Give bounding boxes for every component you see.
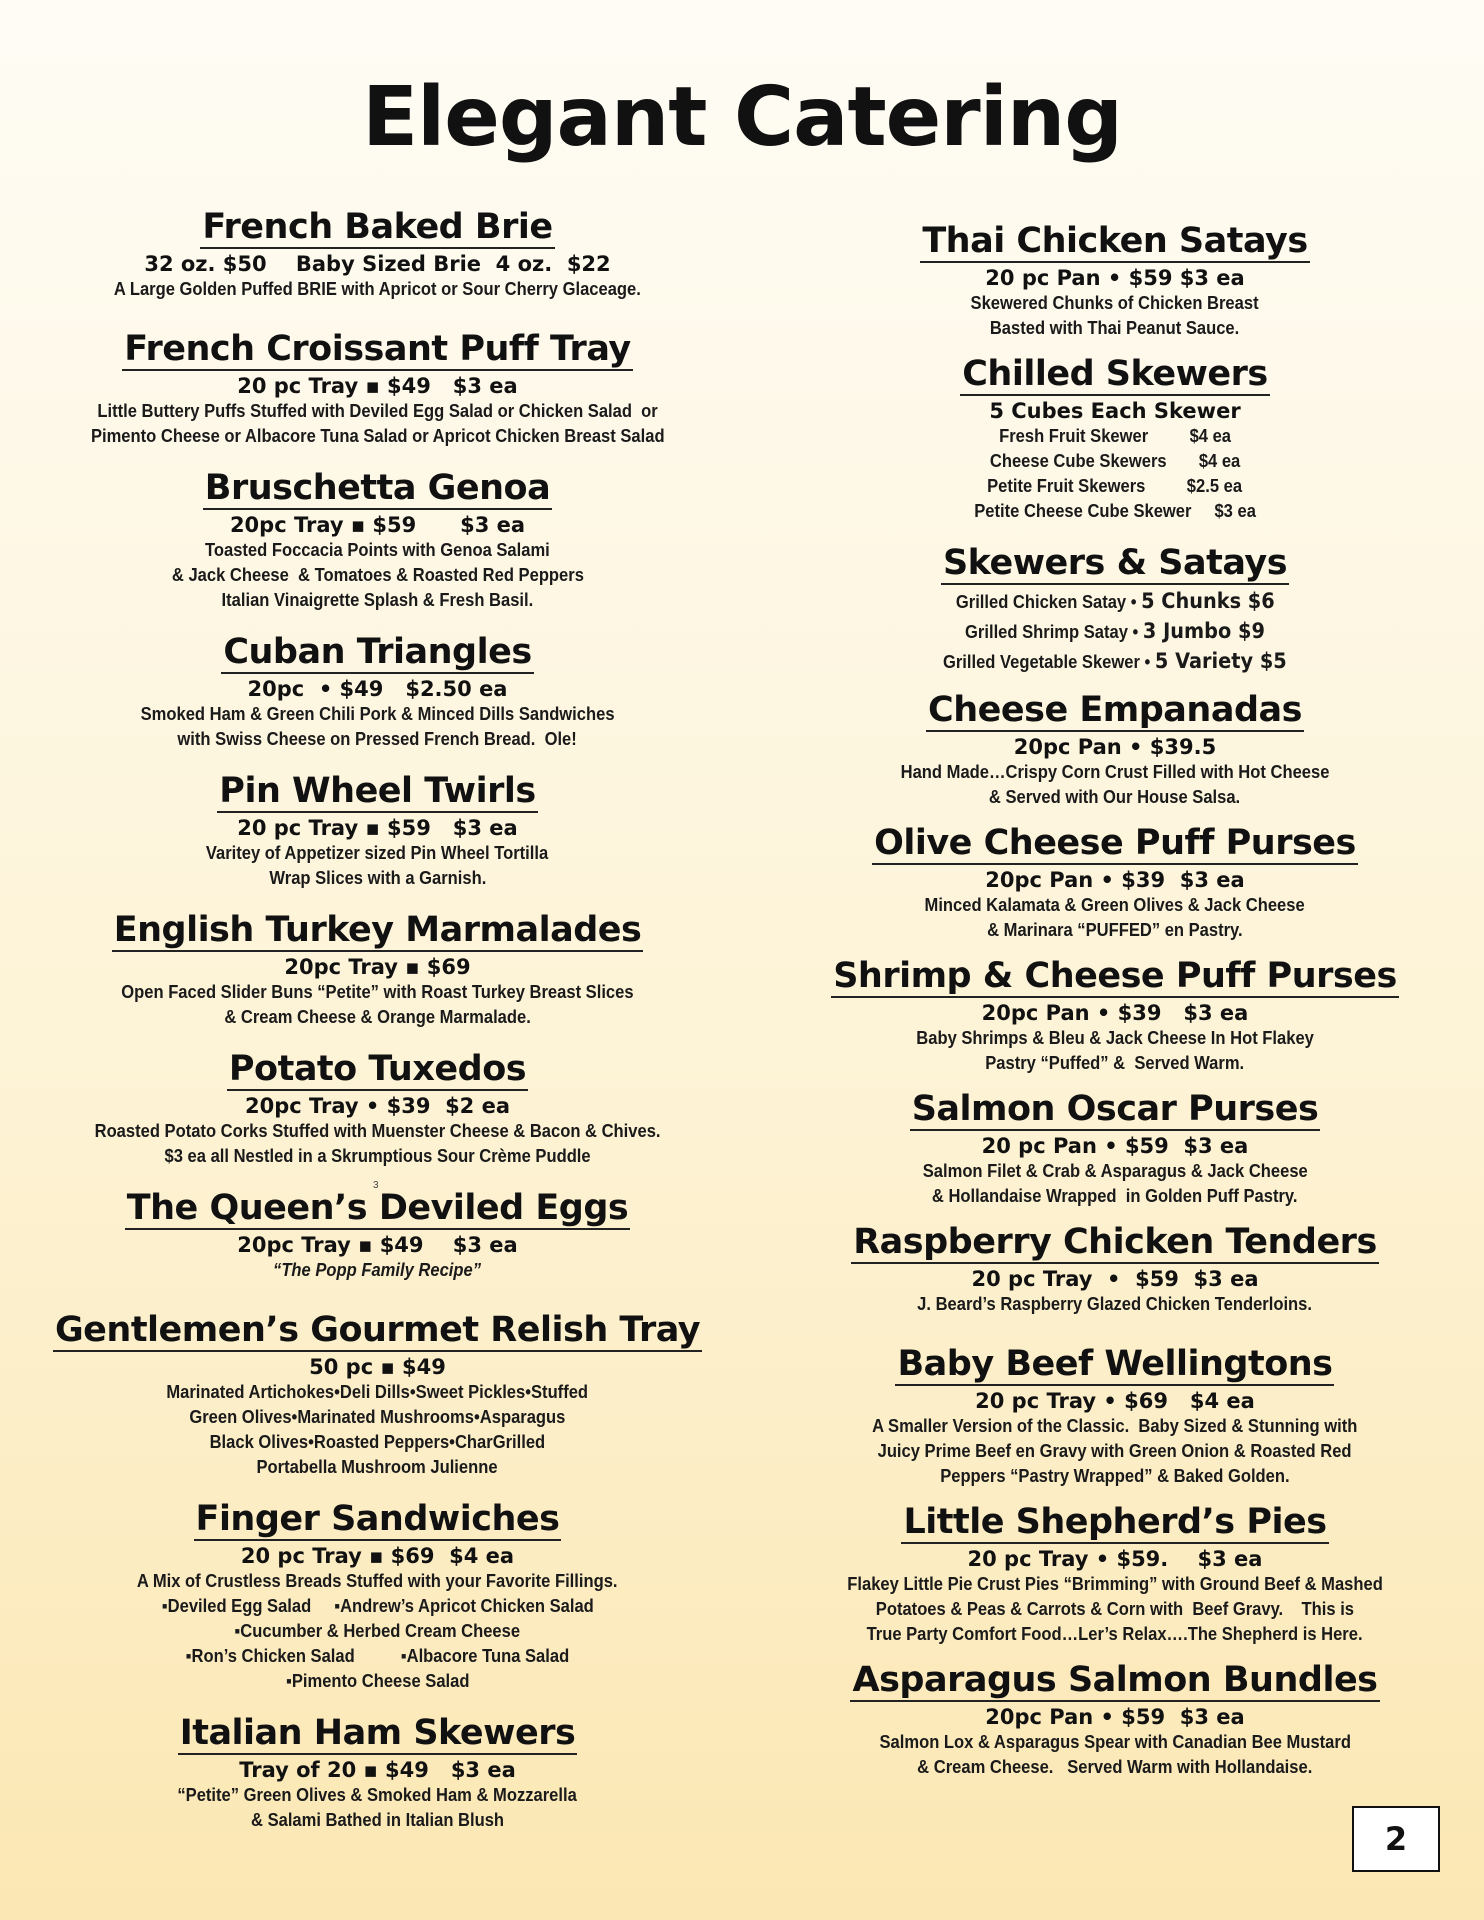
menu-item-description: A Mix of Crustless Breads Stuffed with your Favorite Fillings. [137, 1571, 618, 1591]
menu-item-description: Marinated Artichokes•Deli Dills•Sweet Pickles•Stuffed [166, 1382, 589, 1402]
menu-item-description [943, 647, 1287, 677]
menu-item-description: Salmon Filet & Crab & Asparagus & Jack Cheese [922, 1161, 1308, 1181]
menu-item-name: Little Shepherd’s Pies [903, 1502, 1327, 1542]
menu-item-description: ▪Pimento Cheese Salad [285, 1671, 470, 1691]
menu-item-description: Italian Vinaigrette Splash & Fresh Basil. [221, 590, 534, 610]
menu-item-description: Pimento Cheese or Albacore Tuna Salad or Apricot Chicken Breast Salad [90, 426, 665, 446]
menu-item-price: Tray of 20 ▪ $49 $3 ea [239, 1758, 516, 1782]
menu-item-description: Cheese Cube Skewers $4 ea [989, 451, 1241, 471]
menu-item-description: Little Buttery Puffs Stuffed with Deviled Egg Salad or Chicken Salad or [97, 401, 658, 421]
menu-item-price: 20pc Pan • $39.5 [1013, 735, 1217, 759]
menu-item [920, 222, 1309, 341]
menu-item-description: Baby Shrimps & Bleu & Jack Cheese In Hot Flakey [916, 1028, 1314, 1048]
menu-item-name: Raspberry Chicken Tenders [853, 1222, 1377, 1262]
menu-item [120, 633, 635, 752]
menu-item-price: 20pc Pan • $39 $3 ea [985, 868, 1245, 892]
menu-item [160, 1714, 594, 1833]
menu-item-price: 20pc Pan • $39 $3 ea [981, 1001, 1249, 1025]
menu-item-description: & Salami Bathed in Italian Blush [250, 1810, 505, 1830]
menu-item-description: Pastry “Puffed” & Served Warm. [985, 1053, 1245, 1073]
menu-item-name: Finger Sandwiches [195, 1499, 560, 1539]
menu-item-name: Baby Beef Wellingtons [897, 1344, 1333, 1384]
menu-item [831, 957, 1399, 1076]
menu-item-price: 20pc Pan • $59 $3 ea [985, 1705, 1245, 1729]
menu-item-price: 50 pc ▪ $49 [309, 1355, 446, 1379]
menu-item-price: 20 pc Tray ▪ $69 $4 ea [240, 1544, 515, 1568]
menu-item-description: Open Faced Slider Buns “Petite” with Roast Turkey Breast Slices [121, 982, 634, 1002]
menu-item-description: & Marinara “PUFFED” en Pastry. [987, 920, 1243, 940]
menu-item [66, 330, 690, 449]
menu-item-name: French Croissant Puff Tray [124, 329, 631, 369]
menu-item-description: Grilled Vegetable Skewer • [943, 652, 1156, 672]
menu-item-description: & Served with Our House Salsa. [989, 787, 1241, 807]
menu-item-description: Fresh Fruit Skewer $4 ea [999, 426, 1231, 446]
menu-item-price: 20 pc Pan • $59 $3 ea [981, 1134, 1249, 1158]
menu-item-description: Petite Fruit Skewers $2.5 ea [987, 476, 1243, 496]
menu-item-description: Roasted Potato Corks Stuffed with Muenster Cheese & Bacon & Chives. [94, 1121, 661, 1141]
menu-item-name: Gentlemen’s Gourmet Relish Tray [54, 1310, 701, 1350]
menu-item [824, 1503, 1406, 1647]
menu-column-left [40, 208, 715, 1833]
page-title: Elegant Catering [362, 70, 1122, 165]
menu-item-description: “The Popp Family Recipe” [273, 1260, 482, 1280]
menu-item [91, 208, 664, 302]
menu-item-description: Petite Cheese Cube Skewer $3 ea [974, 501, 1256, 521]
menu-item-description: Green Olives•Marinated Mushrooms•Asparagus [189, 1407, 566, 1427]
menu-item [851, 1223, 1379, 1317]
menu-item-price: 5 Variety $5 [1155, 649, 1287, 673]
menu-item-name: Cheese Empanadas [928, 690, 1302, 730]
menu-item-name: The Queen’s Deviled Eggs [126, 1188, 629, 1228]
menu-item-price: 20 pc Tray • $69 $4 ea [975, 1389, 1255, 1413]
menu-item [906, 1090, 1324, 1209]
menu-item-name: Salmon Oscar Purses [911, 1089, 1319, 1129]
menu-item-description: Salmon Lox & Asparagus Spear with Canadian Bee Mustard [879, 1732, 1351, 1752]
menu-item [850, 1661, 1379, 1780]
menu-item-name: French Baked Brie [202, 207, 553, 247]
menu-item-description: Grilled Chicken Satay • [955, 592, 1141, 612]
menu-item-description: Juicy Prime Beef en Gravy with Green Onion & Roasted Red [878, 1441, 1352, 1461]
menu-item [154, 469, 602, 613]
menu-item-description: Portabella Mushroom Julienne [256, 1457, 499, 1477]
menu-item-description: Toasted Foccacia Points with Genoa Salami [205, 540, 550, 560]
menu-item-description: Basted with Thai Peanut Sauce. [990, 318, 1240, 338]
menu-item-price: 3 Jumbo $9 [1142, 619, 1265, 643]
menu-item [872, 824, 1358, 943]
menu-item-price: 20pc Tray ▪ $49 $3 ea [237, 1233, 518, 1257]
menu-item [116, 1500, 638, 1694]
menu-item-description: & Cream Cheese. Served Warm with Hollandaise. [917, 1757, 1313, 1777]
page-number: 2 [1352, 1806, 1440, 1872]
menu-item-name: English Turkey Marmalades [113, 910, 642, 950]
menu-item-name: Potato Tuxedos [228, 1049, 527, 1089]
menu-item-name: Pin Wheel Twirls [219, 771, 536, 811]
menu-item-name: Thai Chicken Satays [922, 221, 1308, 261]
menu-item-description: Black Olives•Roasted Peppers•CharGrilled [209, 1432, 546, 1452]
menu-item [928, 544, 1302, 677]
menu-item-description: Peppers “Pastry Wrapped” & Baked Golden. [940, 1466, 1290, 1486]
menu-item-price: 20pc • $49 $2.50 ea [247, 677, 508, 701]
menu-item-price: 5 Cubes Each Skewer [989, 399, 1241, 423]
menu-item-price: 32 oz. $50 Baby Sized Brie 4 oz. $22 [144, 252, 611, 276]
menu-item [191, 772, 563, 891]
menu-item [882, 691, 1348, 810]
menu-item-name: Cuban Triangles [223, 632, 532, 672]
menu-item-price: 20pc Tray ▪ $69 [284, 955, 471, 979]
menu-item-description: Smoked Ham & Green Chili Pork & Minced Dills Sandwiches [140, 704, 615, 724]
menu-item-description: Varitey of Appetizer sized Pin Wheel Tortilla [206, 843, 549, 863]
menu-item-name: Skewers & Satays [942, 543, 1288, 583]
menu-item-description: J. Beard’s Raspberry Glazed Chicken Tenderloins. [917, 1294, 1313, 1314]
menu-item-price: 20 pc Pan • $59 $3 ea [985, 266, 1245, 290]
menu-item [70, 1050, 685, 1169]
menu-item-description [965, 617, 1265, 647]
menu-item-price: 20 pc Tray • $59 $3 ea [971, 1267, 1259, 1291]
menu-item-description: with Swiss Cheese on Pressed French Bread. Ole! [177, 729, 578, 749]
menu-item-name: Chilled Skewers [962, 354, 1268, 394]
menu-item-description: Wrap Slices with a Garnish. [269, 868, 486, 888]
menu-item-description: Hand Made…Crispy Corn Crust Filled with Hot Cheese [900, 762, 1330, 782]
menu-item-description: Minced Kalamata & Green Olives & Jack Cheese [924, 895, 1306, 915]
menu-item-price: 20 pc Tray • $59. $3 ea [967, 1547, 1263, 1571]
menu-item-price: 20pc Tray • $39 $2 ea [244, 1094, 511, 1118]
menu-item-price: 20pc Tray ▪ $59 $3 ea [229, 513, 526, 537]
menu-item [53, 1311, 702, 1480]
menu-item-price: 5 Chunks $6 [1140, 589, 1275, 613]
menu-item-price: 20 pc Tray ▪ $59 $3 ea [237, 816, 518, 840]
menu-item-name: Bruschetta Genoa [204, 468, 551, 508]
menu-column-right [780, 222, 1450, 1780]
menu-item-name: Shrimp & Cheese Puff Purses [833, 956, 1397, 996]
menu-item-description: ▪Ron’s Chicken Salad ▪Albacore Tuna Salad [185, 1646, 570, 1666]
menu-item-description: Grilled Shrimp Satay • [965, 622, 1143, 642]
menu-item-description: Flakey Little Pie Crust Pies “Brimming” with Ground Beef & Mashed [847, 1574, 1383, 1594]
menu-item-description [956, 587, 1275, 617]
menu-item-description: $3 ea all Nestled in a Skrumptious Sour Crème Puddle [164, 1146, 591, 1166]
menu-item-description: True Party Comfort Food…Ler’s Relax….The Shepherd is Here. [866, 1624, 1363, 1644]
menu-item-description: & Hollandaise Wrapped in Golden Puff Pastry. [932, 1186, 1298, 1206]
menu-item-description: ▪Cucumber & Herbed Cream Cheese [234, 1621, 521, 1641]
menu-item-description: ▪Deviled Egg Salad ▪Andrew’s Apricot Chicken Salad [161, 1596, 594, 1616]
menu-item [99, 911, 656, 1030]
menu-item-description: A Smaller Version of the Classic. Baby Sized & Stunning with [872, 1416, 1358, 1436]
menu-item [125, 1189, 631, 1283]
menu-item [960, 355, 1270, 524]
menu-item-description: & Jack Cheese & Tomatoes & Roasted Red Peppers [171, 565, 584, 585]
menu-item [851, 1345, 1378, 1489]
menu-item-description: A Large Golden Puffed BRIE with Apricot or Sour Cherry Glaceage. [114, 279, 641, 299]
menu-item-name: Olive Cheese Puff Purses [874, 823, 1356, 863]
stray-mark: 3 [373, 1180, 379, 1191]
menu-item-description: Potatoes & Peas & Carrots & Corn with Beef Gravy. This is [875, 1599, 1355, 1619]
menu-item-description: Skewered Chunks of Chicken Breast [970, 293, 1260, 313]
menu-item-name: Italian Ham Skewers [179, 1713, 576, 1753]
menu-item-name: Asparagus Salmon Bundles [852, 1660, 1378, 1700]
menu-item-price: 20 pc Tray ▪ $49 $3 ea [237, 374, 518, 398]
menu-item-description: & Cream Cheese & Orange Marmalade. [224, 1007, 531, 1027]
menu-item-description: “Petite” Green Olives & Smoked Ham & Mozzarella [177, 1785, 578, 1805]
